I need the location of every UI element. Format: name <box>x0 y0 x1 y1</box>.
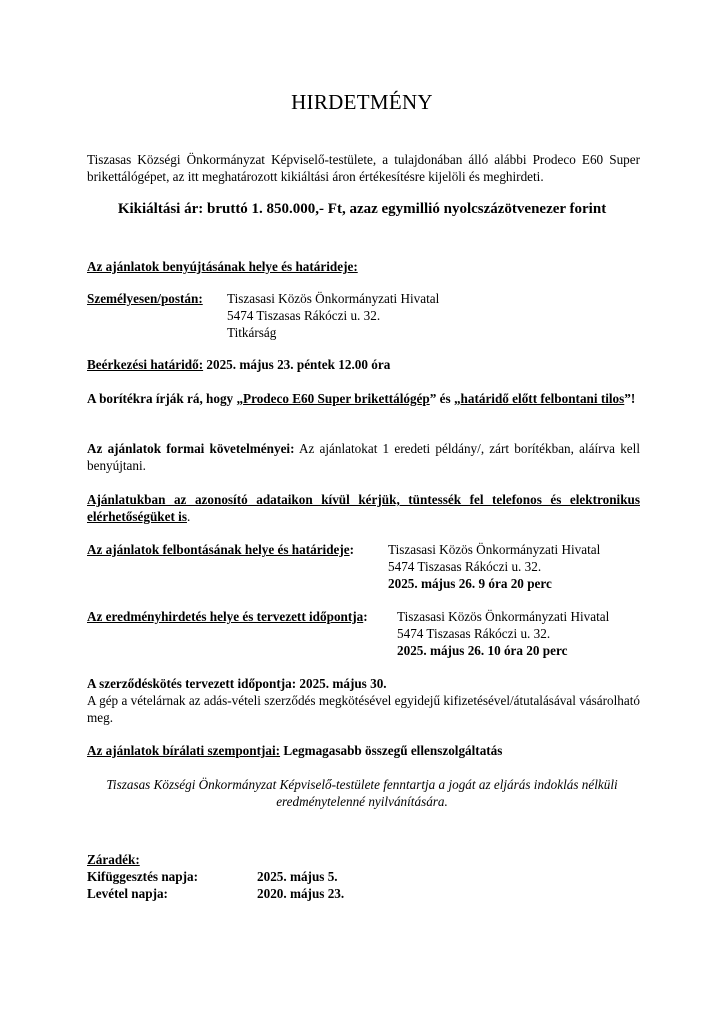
deadline-line <box>87 356 640 373</box>
formal-label: Az ajánlatok formai követelményei: <box>87 441 295 456</box>
quote-close-2: ” <box>624 391 631 406</box>
results-address <box>397 608 609 659</box>
results-address-line1: Tiszasasi Közös Önkormányzati Hivatal <box>397 609 610 624</box>
submission-address-line1: Tiszasasi Közös Önkormányzati Hivatal <box>227 291 440 306</box>
opening-address-line1: Tiszasasi Közös Önkormányzati Hivatal <box>388 542 601 557</box>
document-title: HIRDETMÉNY <box>291 90 433 114</box>
submission-address-line2: 5474 Tiszasas Rákóczi u. 32. <box>227 308 381 323</box>
removed-value: 2020. május 23. <box>257 886 345 901</box>
starting-price: Kikiáltási ár: bruttó 1. 850.000,- Ft, azaz egymillió nyolcszázötvenezer forint <box>117 201 607 217</box>
contract-date: A szerződéskötés tervezett időpontja: 2025. május 30. <box>87 676 387 691</box>
results-label: Az eredményhirdetés helye és tervezett időpontja <box>87 609 364 624</box>
criteria-line <box>87 742 640 759</box>
opening-address <box>388 541 600 592</box>
formal-text: Az ajánlatokat 1 eredeti példány/, zárt borítékban, aláírva kell benyújtani. <box>87 441 640 473</box>
contact-end: . <box>186 509 191 524</box>
results-label-line <box>87 608 368 625</box>
contact-request <box>87 491 640 525</box>
opening-address-line2: 5474 Tiszasas Rákóczi u. 32. <box>388 559 542 574</box>
intro-paragraph: Tiszasas Községi Önkormányzat Képviselő-testülete, a tulajdonában álló alábbi Prodeco E60 Super brikettálógépet, az itt meghatározott kikiáltási áron értékesítésre kijelöli és meghirdeti. <box>87 152 640 184</box>
posted-label: Kifüggesztés napja: <box>87 869 198 884</box>
criteria-label: Az ajánlatok bírálati szempontjai: <box>87 743 281 758</box>
submission-heading: Az ajánlatok benyújtásának helye és határideje: <box>87 259 358 274</box>
quote-open-2: „ <box>453 391 461 406</box>
submission-address <box>227 290 439 341</box>
submission-address-line3: Titkárság <box>227 325 277 340</box>
removed-label: Levétel napja: <box>87 886 168 901</box>
envelope-text-1: A borítékra írják rá, hogy <box>87 391 237 406</box>
reservation-note: Tiszasas Községi Önkormányzat Képviselő-testülete fenntartja a jogát az eljárás indoklás nélküli eredménytelenné nyilvánítására. <box>106 777 618 809</box>
envelope-instruction <box>87 390 640 407</box>
formal-requirements <box>87 440 640 474</box>
criteria-value: Legmagasabb összegű ellenszolgáltatás <box>280 743 503 758</box>
envelope-warning: határidő előtt felbontani tilos <box>460 391 625 406</box>
results-colon: : <box>363 609 368 624</box>
quote-open-1: „ <box>236 391 244 406</box>
deadline-label: Beérkezési határidő: <box>87 357 204 372</box>
results-date: 2025. május 26. 10 óra 20 perc <box>397 643 568 658</box>
clause-heading: Záradék: <box>87 852 140 867</box>
envelope-text-3: ! <box>630 391 636 406</box>
opening-label: Az ajánlatok felbontásának helye és határideje <box>87 542 350 557</box>
envelope-product: Prodeco E60 Super brikettálógép <box>243 391 430 406</box>
results-address-line2: 5474 Tiszasas Rákóczi u. 32. <box>397 626 551 641</box>
submission-label: Személyesen/postán: <box>87 291 203 306</box>
opening-date: 2025. május 26. 9 óra 20 perc <box>388 576 552 591</box>
deadline-value: 2025. május 23. péntek 12.00 óra <box>203 357 391 372</box>
contact-text: Ajánlatukban az azonosító adataikon kívül kérjük, tüntessék fel telefonos és elektronikus elérhetőségüket is <box>87 492 640 524</box>
posted-value: 2025. május 5. <box>257 869 338 884</box>
opening-label-line <box>87 541 354 558</box>
contract-text: A gép a vételárnak az adás-vételi szerződés megkötésével egyidejű kifizetésével/átutalásával vásárolható meg. <box>87 693 640 725</box>
quote-close-1: ” <box>429 391 437 406</box>
opening-colon: : <box>349 542 355 557</box>
envelope-text-2: és <box>436 391 454 406</box>
